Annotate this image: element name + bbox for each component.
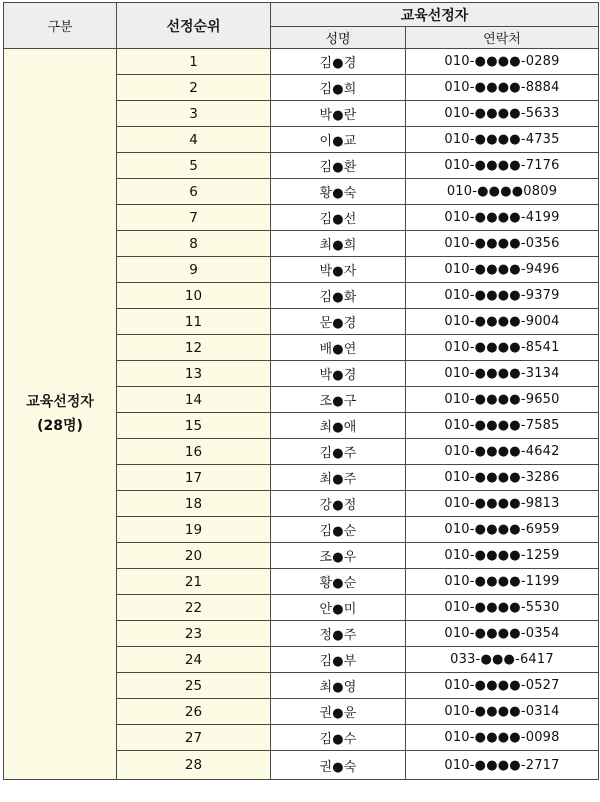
phone-cell: 010-●●●●-0356 [406,231,599,257]
phone-cell: 010-●●●●-0289 [406,49,599,75]
name-cell: 강●정 [271,491,406,517]
name-cell: 배●연 [271,335,406,361]
header-contact: 연락처 [406,27,599,49]
name-cell: 안●미 [271,595,406,621]
name-cell: 조●구 [271,387,406,413]
name-cell: 김●선 [271,205,406,231]
name-cell: 김●부 [271,647,406,673]
phone-cell: 010-●●●●-5633 [406,101,599,127]
selection-table [3,2,599,780]
phone-cell: 010-●●●●-4199 [406,205,599,231]
rank-cell: 16 [117,439,271,465]
rank-cell: 26 [117,699,271,725]
name-cell: 최●영 [271,673,406,699]
phone-cell: 010-●●●●-7585 [406,413,599,439]
phone-cell: 010-●●●●-1259 [406,543,599,569]
rank-cell: 3 [117,101,271,127]
phone-cell: 010-●●●●-9496 [406,257,599,283]
header-rank: 선정순위 [117,3,271,49]
name-cell: 박●란 [271,101,406,127]
rank-cell: 23 [117,621,271,647]
phone-cell: 010-●●●●-0098 [406,725,599,751]
name-cell: 박●자 [271,257,406,283]
name-cell: 최●애 [271,413,406,439]
phone-cell: 010-●●●●-3286 [406,465,599,491]
rank-cell: 15 [117,413,271,439]
rank-cell: 14 [117,387,271,413]
rank-cell: 1 [117,49,271,75]
rank-cell: 8 [117,231,271,257]
phone-cell: 010-●●●●0809 [406,179,599,205]
name-cell: 김●수 [271,725,406,751]
rank-cell: 28 [117,751,271,780]
phone-cell: 010-●●●●-0354 [406,621,599,647]
rank-cell: 7 [117,205,271,231]
name-cell: 조●우 [271,543,406,569]
name-cell: 권●숙 [271,751,406,780]
name-cell: 김●환 [271,153,406,179]
rank-cell: 5 [117,153,271,179]
phone-cell: 010-●●●●-9379 [406,283,599,309]
phone-cell: 010-●●●●-0314 [406,699,599,725]
name-cell: 문●경 [271,309,406,335]
category-label-line: 교육선정자 [26,394,94,410]
phone-cell: 010-●●●●-9004 [406,309,599,335]
rank-cell: 25 [117,673,271,699]
name-cell: 최●희 [271,231,406,257]
phone-cell: 010-●●●●-4642 [406,439,599,465]
name-cell: 정●주 [271,621,406,647]
name-cell: 김●주 [271,439,406,465]
name-cell: 최●주 [271,465,406,491]
category-cell [4,49,117,780]
rank-cell: 12 [117,335,271,361]
phone-cell: 010-●●●●-7176 [406,153,599,179]
phone-cell: 010-●●●●-4735 [406,127,599,153]
rank-cell: 2 [117,75,271,101]
phone-cell: 010-●●●●-6959 [406,517,599,543]
phone-cell: 010-●●●●-0527 [406,673,599,699]
phone-cell: 010-●●●●-2717 [406,751,599,780]
phone-cell: 010-●●●●-3134 [406,361,599,387]
rank-cell: 22 [117,595,271,621]
rank-cell: 18 [117,491,271,517]
name-cell: 황●순 [271,569,406,595]
rank-cell: 11 [117,309,271,335]
name-cell: 황●숙 [271,179,406,205]
name-cell: 김●순 [271,517,406,543]
category-label-line: (28명) [37,418,83,434]
rank-cell: 13 [117,361,271,387]
rank-cell: 10 [117,283,271,309]
rank-cell: 20 [117,543,271,569]
header-name: 성명 [271,27,406,49]
rank-cell: 9 [117,257,271,283]
phone-cell: 010-●●●●-8541 [406,335,599,361]
name-cell: 박●경 [271,361,406,387]
rank-cell: 6 [117,179,271,205]
rank-cell: 4 [117,127,271,153]
name-cell: 김●희 [271,75,406,101]
phone-cell: 010-●●●●-5530 [406,595,599,621]
rank-cell: 17 [117,465,271,491]
name-cell: 김●화 [271,283,406,309]
table-row [4,49,599,75]
phone-cell: 033-●●●-6417 [406,647,599,673]
rank-cell: 21 [117,569,271,595]
rank-cell: 19 [117,517,271,543]
name-cell: 권●윤 [271,699,406,725]
header-group: 교육선정자 [271,3,599,27]
phone-cell: 010-●●●●-9650 [406,387,599,413]
phone-cell: 010-●●●●-8884 [406,75,599,101]
rank-cell: 27 [117,725,271,751]
name-cell: 이●교 [271,127,406,153]
name-cell: 김●경 [271,49,406,75]
rank-cell: 24 [117,647,271,673]
phone-cell: 010-●●●●-1199 [406,569,599,595]
header-category: 구분 [4,3,117,49]
phone-cell: 010-●●●●-9813 [406,491,599,517]
